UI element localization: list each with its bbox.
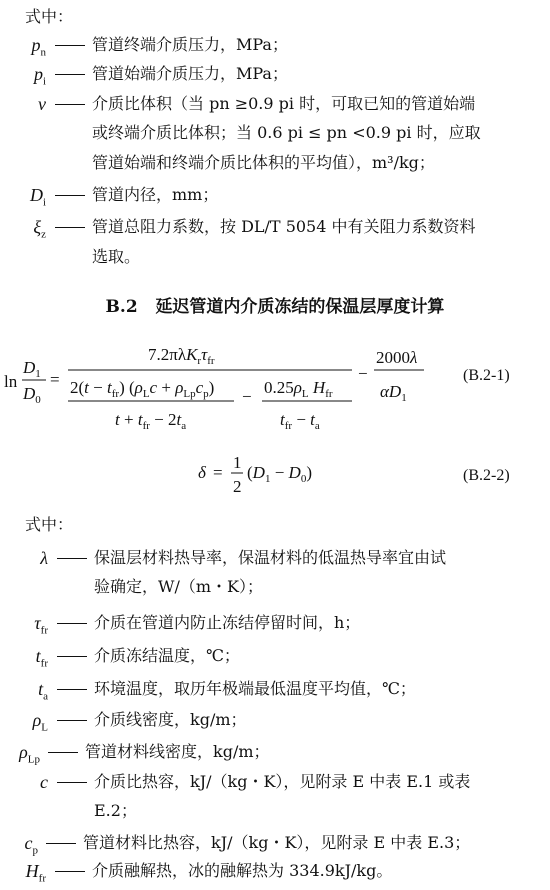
dash (46, 843, 76, 844)
section-title: 延迟管道内介质冻结的保温层厚度计算 (155, 297, 445, 317)
desc-rho-l: 介质线密度，kg/m； (94, 710, 247, 729)
svg-text:1: 1 (233, 453, 242, 472)
dash (55, 104, 85, 105)
denominator-right-den: $t_{fr} - t_a$ (280, 410, 320, 432)
dash (55, 195, 85, 196)
desc-lambda: 保温层材料热导率，保温材料的低温热导率宜由试 (94, 548, 447, 567)
dash (55, 74, 85, 75)
dash (57, 656, 87, 657)
svg-text:2: 2 (233, 477, 242, 496)
svg-text:−: − (242, 387, 252, 406)
denominator-right-num: $0.25\rho_L$ $H_{fr}$ (264, 378, 333, 400)
dash (57, 720, 87, 721)
section-heading (0, 292, 550, 317)
dash (55, 871, 85, 872)
numerator-top: $7.2\pi\lambda K_r\tau_{fr}$ (148, 345, 215, 367)
desc-di: 管道内径，mm； (92, 185, 219, 204)
equation-number-2: (B.2-2) (463, 467, 510, 484)
desc-tau-fr: 介质在管道内防止冻结停留时间，h； (94, 613, 361, 632)
symbol-h-fr: $H_{fr}$ (25, 861, 46, 885)
dash (57, 689, 87, 690)
desc-lambda-cont-1: 验确定，W/（m・K）； (94, 577, 263, 596)
dash (48, 752, 78, 753)
desc-pi: 管道始端介质压力，MPa； (92, 64, 288, 83)
svg-text:=: = (50, 370, 60, 389)
symbol-xi: $\xi_z$ (33, 217, 46, 241)
desc-c-cont-1: E.2； (94, 801, 137, 820)
ln-symbol: ln (4, 372, 18, 391)
symbol-pn: $p_n$ (31, 35, 46, 59)
symbol-v: v (38, 94, 46, 114)
dash (55, 227, 85, 228)
symbol-cp: $c_p$ (24, 833, 38, 857)
dash (55, 45, 85, 46)
dash (57, 782, 87, 783)
right-term-den: $\alpha D_1$ (380, 382, 407, 404)
desc-rho-lp: 管道材料线密度，kg/m； (85, 742, 270, 761)
denominator-left-den: $t + t_{fr} - 2t_a$ (115, 410, 187, 432)
equation-number-1: (B.2-1) (463, 367, 510, 384)
section-number: B.2 (105, 297, 138, 317)
where-label-1: 式中： (25, 7, 74, 26)
svg-text:−: − (358, 364, 368, 383)
desc-v-cont-1: 或终端介质比体积；当 0.6 pi ≤ pn <0.9 pi 时，应取 (92, 123, 481, 142)
right-term-num: 2000λ (376, 348, 418, 367)
symbol-tau-fr: $\tau_{fr}$ (34, 613, 48, 637)
svg-text:(D1 − D0): $(D_1 - D_0)$ (247, 463, 312, 485)
d0-symbol: $D_0$ (23, 384, 41, 406)
d1-symbol: $D_1$ (23, 358, 41, 380)
desc-v: 介质比体积（当 pn ≥0.9 pi 时，可取已知的管道始端 (92, 94, 476, 113)
symbol-lambda: λ (40, 548, 48, 568)
desc-t-a: 环境温度，取历年极端最低温度平均值，℃； (94, 679, 416, 698)
desc-v-cont-2: 管道始端和终端介质比体积的平均值），m³/kg； (92, 153, 435, 172)
symbol-t-a: $t_a$ (38, 679, 48, 703)
symbol-di: $D_i$ (29, 185, 46, 209)
desc-cp: 管道材料比热容，kJ/（kg・K），见附录 E 中表 E.3； (83, 833, 471, 852)
where-label-2: 式中： (25, 515, 74, 534)
symbol-pi: $p_i$ (33, 64, 46, 88)
svg-text:=: = (213, 463, 223, 482)
symbol-rho-lp: $\rho_{Lp}$ (19, 742, 40, 766)
svg-text:δ: δ (198, 463, 206, 482)
denominator-left-num: $2(t - t_{fr})$ $(\rho_Lc + \rho_{Lp}c_p)$ (70, 378, 215, 400)
symbol-rho-l: $\rho_L$ (32, 710, 48, 734)
dash (57, 558, 87, 559)
desc-t-fr: 介质冻结温度，℃； (94, 646, 240, 665)
desc-h-fr: 介质融解热，冰的融解热为 334.9kJ/kg。 (92, 861, 393, 880)
desc-c: 介质比热容，kJ/（kg・K），见附录 E 中表 E.1 或表 (94, 772, 471, 791)
symbol-t-fr: $t_{fr}$ (35, 646, 48, 670)
dash (57, 623, 87, 624)
symbol-c: c (40, 772, 48, 792)
desc-pn: 管道终端介质压力，MPa； (92, 35, 288, 54)
equation-b2-1-graphic (0, 335, 550, 435)
desc-xi-cont-1: 选取。 (92, 247, 141, 266)
desc-xi: 管道总阻力系数，按 DL/T 5054 中有关阻力系数资料 (92, 217, 476, 236)
